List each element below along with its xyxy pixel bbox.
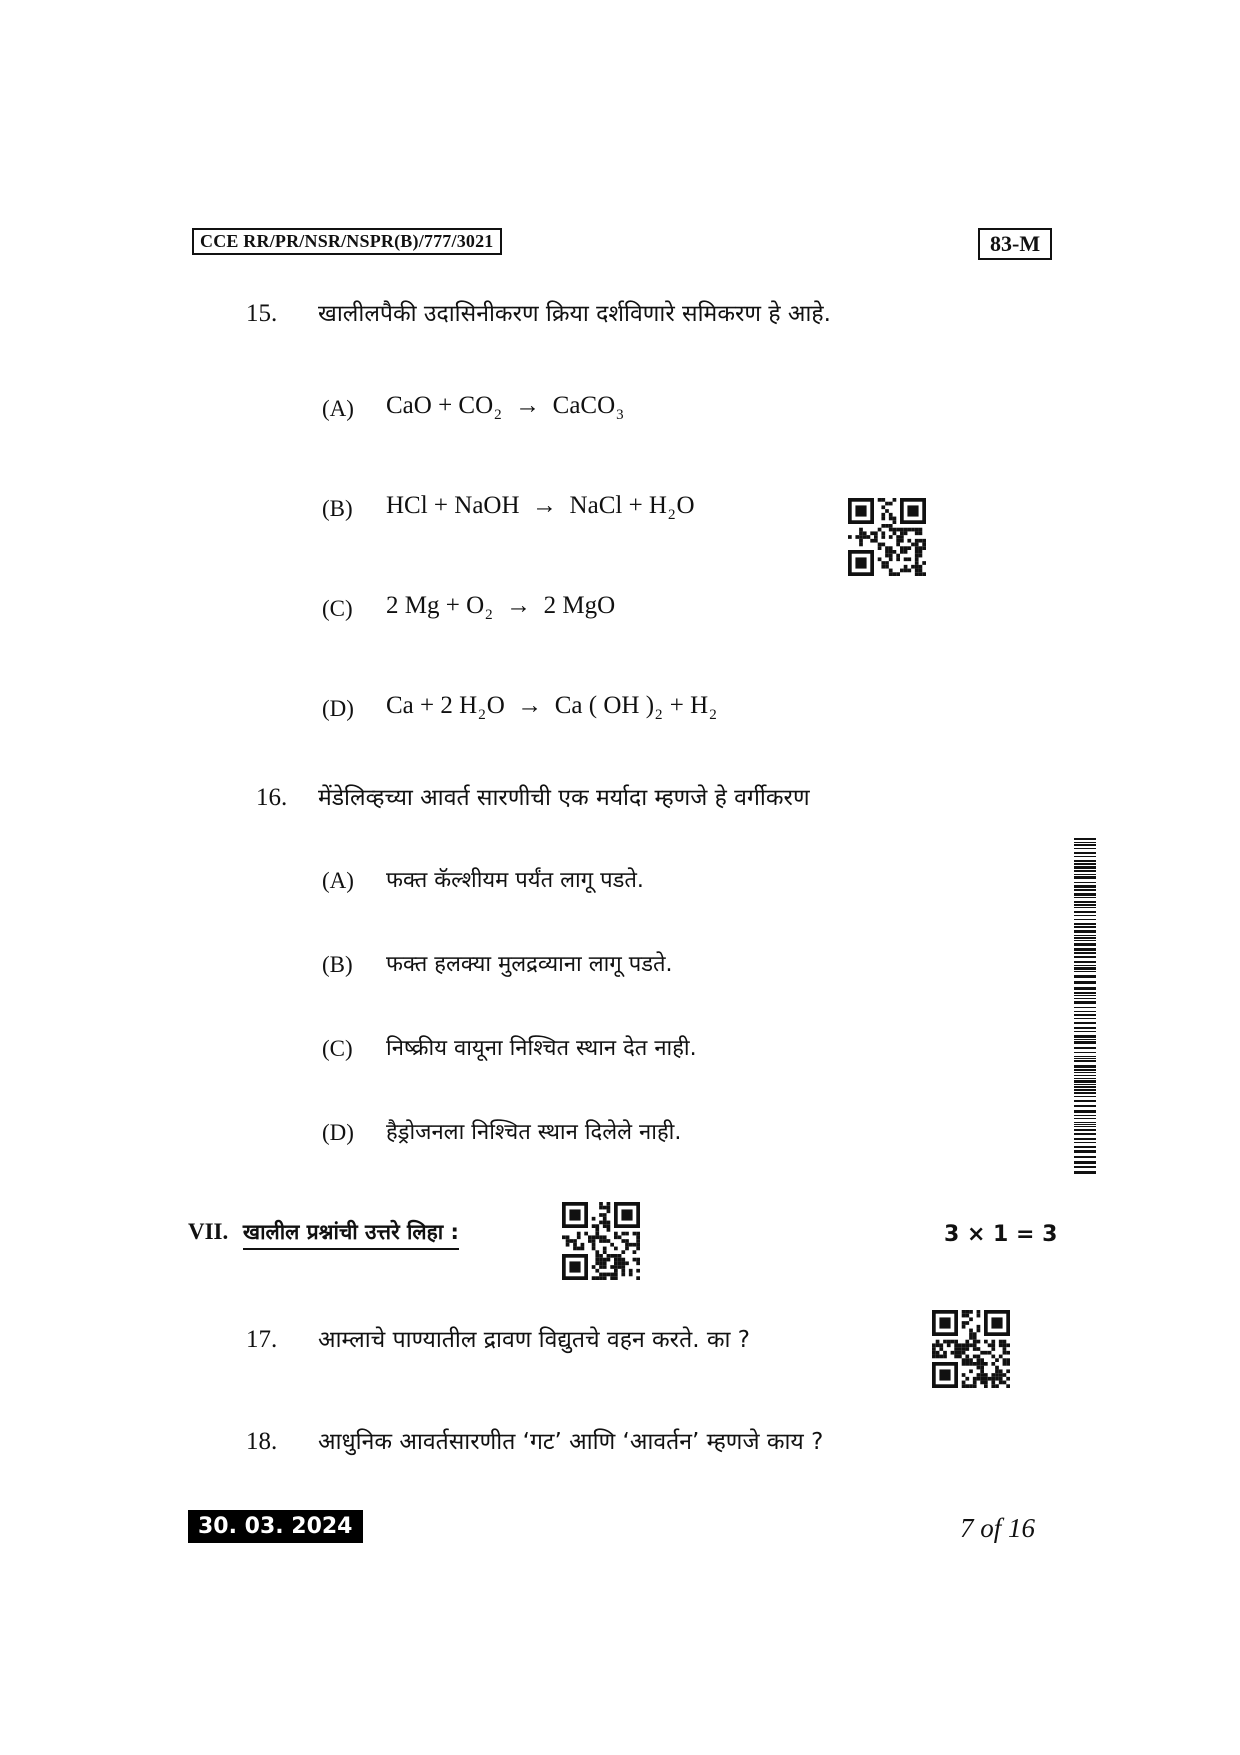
- question-17-text: आम्लाचे पाण्यातील द्रावण विद्युतचे वहन करते. का ?: [318, 1327, 750, 1353]
- question-18-text: आधुनिक आवर्तसारणीत ‘गट’ आणि ‘आवर्तन’ म्हणजे काय ?: [318, 1429, 824, 1455]
- qr-code-icon: [932, 1310, 1010, 1388]
- q15-option-d-label: (D): [322, 696, 354, 721]
- exam-date-badge: 30. 03. 2024: [188, 1510, 363, 1543]
- question-16-number: 16.: [256, 784, 288, 811]
- paper-number-label: 83-M: [978, 228, 1052, 260]
- q16-option-c-label: (C): [322, 1036, 353, 1061]
- q16-option-d-label: (D): [322, 1120, 354, 1145]
- q15-option-a-equation: CaO + $CO_2$ → CaCO$_3$: [386, 392, 624, 423]
- q16-option-c-text: निष्क्रीय वायूना निश्चित स्थान देत नाही.: [386, 1036, 697, 1061]
- section-vii-title: खालील प्रश्नांची उत्तरे लिहा :: [243, 1220, 459, 1250]
- barcode-icon: [1074, 838, 1096, 1176]
- q15-option-d-equation: Ca + 2 $H_2O \to Ca$ ( OH )$_2 + H_2$: [386, 692, 717, 723]
- paper-code-label: CCE RR/PR/NSR/NSPR(B)/777/3021: [192, 228, 502, 255]
- section-vii-roman: VII.: [188, 1219, 229, 1244]
- question-17-number: 17.: [246, 1326, 278, 1353]
- q16-option-b-text: फक्त हलक्या मुलद्रव्याना लागू पडते.: [386, 952, 673, 977]
- question-18-number: 18.: [246, 1428, 278, 1455]
- q15-option-c-equation: 2 $Mg + O_2 \to 2$ MgO: [386, 592, 616, 623]
- q16-option-b-label: (B): [322, 952, 353, 977]
- q15-option-c-label: (C): [322, 596, 353, 621]
- q16-option-a-label: (A): [322, 868, 354, 893]
- q15-option-b-label: (B): [322, 496, 353, 521]
- q16-option-a-text: फक्त कॅल्शीयम पर्यंत लागू पडते.: [386, 868, 644, 893]
- q16-option-d-text: हैड्रोजनला निश्चित स्थान दिलेले नाही.: [386, 1120, 682, 1145]
- qr-code-icon: [562, 1202, 640, 1280]
- q15-option-a-label: (A): [322, 396, 354, 421]
- q15-option-b-equation: HCl + NaOH → NaCl + $H_2O$: [386, 492, 695, 523]
- section-vii-heading: [188, 1218, 459, 1246]
- section-vii-marks: 3 × 1 = 3: [944, 1222, 1058, 1247]
- question-16-text: मेंडेलिव्हच्या आवर्त सारणीची एक मर्यादा म्हणजे हे वर्गीकरण: [318, 785, 810, 811]
- page-number: 7 of 16: [960, 1513, 1036, 1543]
- question-15-text: खालीलपैकी उदासिनीकरण क्रिया दर्शविणारे समिकरण हे आहे.: [318, 301, 831, 327]
- qr-code-icon: [848, 498, 926, 576]
- question-15-number: 15.: [246, 300, 278, 327]
